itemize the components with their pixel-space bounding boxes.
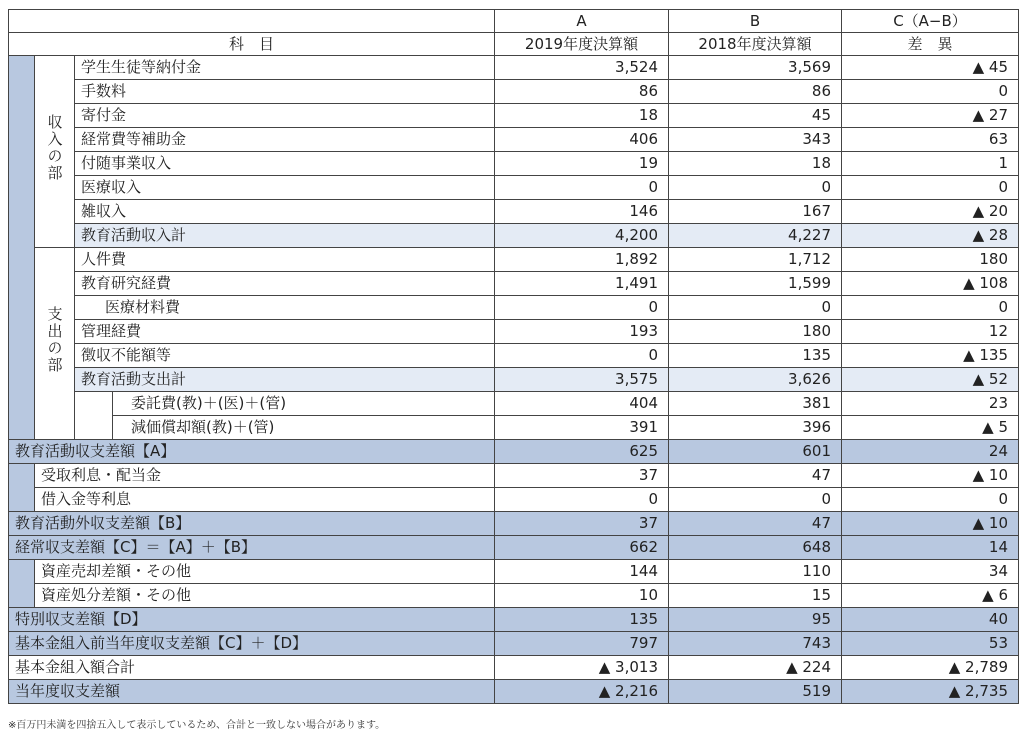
value-c: 0 — [842, 80, 1019, 104]
subtotal-row — [9, 368, 1019, 392]
row-label: 基本金組入額合計 — [9, 656, 495, 680]
row-label: 雑収入 — [75, 200, 495, 224]
value-a: 0 — [495, 344, 669, 368]
value-a: 18 — [495, 104, 669, 128]
value-a: 0 — [495, 296, 669, 320]
value-b: 110 — [669, 560, 842, 584]
row-label: 資産売却差額・その他 — [35, 560, 495, 584]
value-b: 3,569 — [669, 56, 842, 80]
section-bar — [9, 464, 35, 512]
total-row — [9, 680, 1019, 704]
value-c: ▲ 10 — [842, 464, 1019, 488]
table-row — [9, 392, 1019, 416]
value-c: 14 — [842, 536, 1019, 560]
value-b: 180 — [669, 320, 842, 344]
value-b: 519 — [669, 680, 842, 704]
value-b: 45 — [669, 104, 842, 128]
value-a: 406 — [495, 128, 669, 152]
value-a: ▲ 3,013 — [495, 656, 669, 680]
value-a: 19 — [495, 152, 669, 176]
row-label: 特別収支差額【D】 — [9, 608, 495, 632]
row-label: 教育活動外収支差額【B】 — [9, 512, 495, 536]
row-label: 教育研究経費 — [75, 272, 495, 296]
total-row — [9, 608, 1019, 632]
value-a: 1,491 — [495, 272, 669, 296]
table-row — [9, 248, 1019, 272]
indent-spacer — [75, 392, 113, 440]
value-b: 167 — [669, 200, 842, 224]
row-label: 教育活動収入計 — [75, 224, 495, 248]
table-row — [9, 344, 1019, 368]
value-b: 648 — [669, 536, 842, 560]
value-a: 193 — [495, 320, 669, 344]
value-c: 34 — [842, 560, 1019, 584]
table-row — [9, 488, 1019, 512]
table-row — [9, 104, 1019, 128]
value-c: 23 — [842, 392, 1019, 416]
row-label: 減価償却額(教)＋(管) — [113, 416, 495, 440]
table-row — [9, 152, 1019, 176]
header-row-2 — [9, 33, 1019, 56]
value-a: 146 — [495, 200, 669, 224]
subject-header: 科 目 — [9, 33, 495, 56]
value-b: 0 — [669, 296, 842, 320]
value-b: 0 — [669, 176, 842, 200]
col-a-header: A — [495, 10, 669, 33]
table-row — [9, 464, 1019, 488]
row-label: 経常収支差額【C】＝【A】＋【B】 — [9, 536, 495, 560]
value-c: ▲ 108 — [842, 272, 1019, 296]
expense-section-label: 支出の部 — [35, 248, 75, 440]
value-c: ▲ 135 — [842, 344, 1019, 368]
value-a: 662 — [495, 536, 669, 560]
value-a: 3,524 — [495, 56, 669, 80]
footnote: ※百万円未満を四捨五入して表示しているため、合計と一致しない場合があります。 — [8, 720, 386, 731]
value-a: 3,575 — [495, 368, 669, 392]
row-label: 人件費 — [75, 248, 495, 272]
value-c: 180 — [842, 248, 1019, 272]
total-row — [9, 440, 1019, 464]
row-label: 寄付金 — [75, 104, 495, 128]
value-a: 404 — [495, 392, 669, 416]
value-a: ▲ 2,216 — [495, 680, 669, 704]
total-row — [9, 632, 1019, 656]
value-a: 144 — [495, 560, 669, 584]
value-c: ▲ 28 — [842, 224, 1019, 248]
value-b: 135 — [669, 344, 842, 368]
value-c: 0 — [842, 176, 1019, 200]
value-c: 0 — [842, 488, 1019, 512]
value-b: 1,599 — [669, 272, 842, 296]
financial-table — [8, 9, 1019, 704]
value-c: 0 — [842, 296, 1019, 320]
value-a: 625 — [495, 440, 669, 464]
col-b-header: B — [669, 10, 842, 33]
value-c: 12 — [842, 320, 1019, 344]
value-a: 37 — [495, 464, 669, 488]
header-blank — [9, 10, 495, 33]
table-row — [9, 656, 1019, 680]
value-a: 1,892 — [495, 248, 669, 272]
value-a: 0 — [495, 488, 669, 512]
value-b: 47 — [669, 464, 842, 488]
value-a: 4,200 — [495, 224, 669, 248]
total-row — [9, 512, 1019, 536]
table-row — [9, 128, 1019, 152]
total-row — [9, 536, 1019, 560]
value-b: 381 — [669, 392, 842, 416]
value-a: 135 — [495, 608, 669, 632]
table-row — [9, 200, 1019, 224]
value-a: 391 — [495, 416, 669, 440]
income-section-label: 収入の部 — [35, 56, 75, 248]
year-a-header: 2019年度決算額 — [495, 33, 669, 56]
row-label: 教育活動収支差額【A】 — [9, 440, 495, 464]
value-a: 0 — [495, 176, 669, 200]
subtotal-row — [9, 224, 1019, 248]
table-row — [9, 320, 1019, 344]
value-b: 86 — [669, 80, 842, 104]
diff-header: 差 異 — [842, 33, 1019, 56]
row-label: 医療収入 — [75, 176, 495, 200]
value-b: 1,712 — [669, 248, 842, 272]
row-label: 当年度収支差額 — [9, 680, 495, 704]
row-label: 学生生徒等納付金 — [75, 56, 495, 80]
row-label: 資産処分差額・その他 — [35, 584, 495, 608]
table-row — [9, 296, 1019, 320]
year-b-header: 2018年度決算額 — [669, 33, 842, 56]
value-b: 0 — [669, 488, 842, 512]
section-bar — [9, 560, 35, 608]
value-a: 37 — [495, 512, 669, 536]
row-label: 経常費等補助金 — [75, 128, 495, 152]
value-c: 63 — [842, 128, 1019, 152]
value-c: 24 — [842, 440, 1019, 464]
row-label: 管理経費 — [75, 320, 495, 344]
table-row — [9, 272, 1019, 296]
value-c: ▲ 5 — [842, 416, 1019, 440]
value-b: 15 — [669, 584, 842, 608]
value-b: 743 — [669, 632, 842, 656]
row-label: 基本金組入前当年度収支差額【C】＋【D】 — [9, 632, 495, 656]
value-b: 95 — [669, 608, 842, 632]
row-label: 委託費(教)＋(医)＋(管) — [113, 392, 495, 416]
table-row — [9, 176, 1019, 200]
value-c: ▲ 45 — [842, 56, 1019, 80]
table-row — [9, 416, 1019, 440]
value-c: 40 — [842, 608, 1019, 632]
value-b: 18 — [669, 152, 842, 176]
value-c: ▲ 2,735 — [842, 680, 1019, 704]
row-label: 受取利息・配当金 — [35, 464, 495, 488]
section-bar — [9, 56, 35, 440]
value-c: ▲ 6 — [842, 584, 1019, 608]
value-b: ▲ 224 — [669, 656, 842, 680]
row-label: 医療材料費 — [75, 296, 495, 320]
value-c: ▲ 27 — [842, 104, 1019, 128]
row-label: 付随事業収入 — [75, 152, 495, 176]
row-label: 教育活動支出計 — [75, 368, 495, 392]
header-row-1 — [9, 10, 1019, 33]
value-c: ▲ 20 — [842, 200, 1019, 224]
value-c: ▲ 2,789 — [842, 656, 1019, 680]
table-row — [9, 56, 1019, 80]
value-b: 601 — [669, 440, 842, 464]
value-a: 797 — [495, 632, 669, 656]
value-c: ▲ 10 — [842, 512, 1019, 536]
row-label: 借入金等利息 — [35, 488, 495, 512]
table-row — [9, 584, 1019, 608]
value-a: 10 — [495, 584, 669, 608]
value-b: 396 — [669, 416, 842, 440]
value-b: 4,227 — [669, 224, 842, 248]
value-b: 47 — [669, 512, 842, 536]
table-row — [9, 80, 1019, 104]
row-label: 手数料 — [75, 80, 495, 104]
value-c: 53 — [842, 632, 1019, 656]
value-b: 343 — [669, 128, 842, 152]
value-c: 1 — [842, 152, 1019, 176]
col-c-header: C（A−B） — [842, 10, 1019, 33]
value-a: 86 — [495, 80, 669, 104]
value-c: ▲ 52 — [842, 368, 1019, 392]
table-row — [9, 560, 1019, 584]
value-b: 3,626 — [669, 368, 842, 392]
row-label: 徴収不能額等 — [75, 344, 495, 368]
